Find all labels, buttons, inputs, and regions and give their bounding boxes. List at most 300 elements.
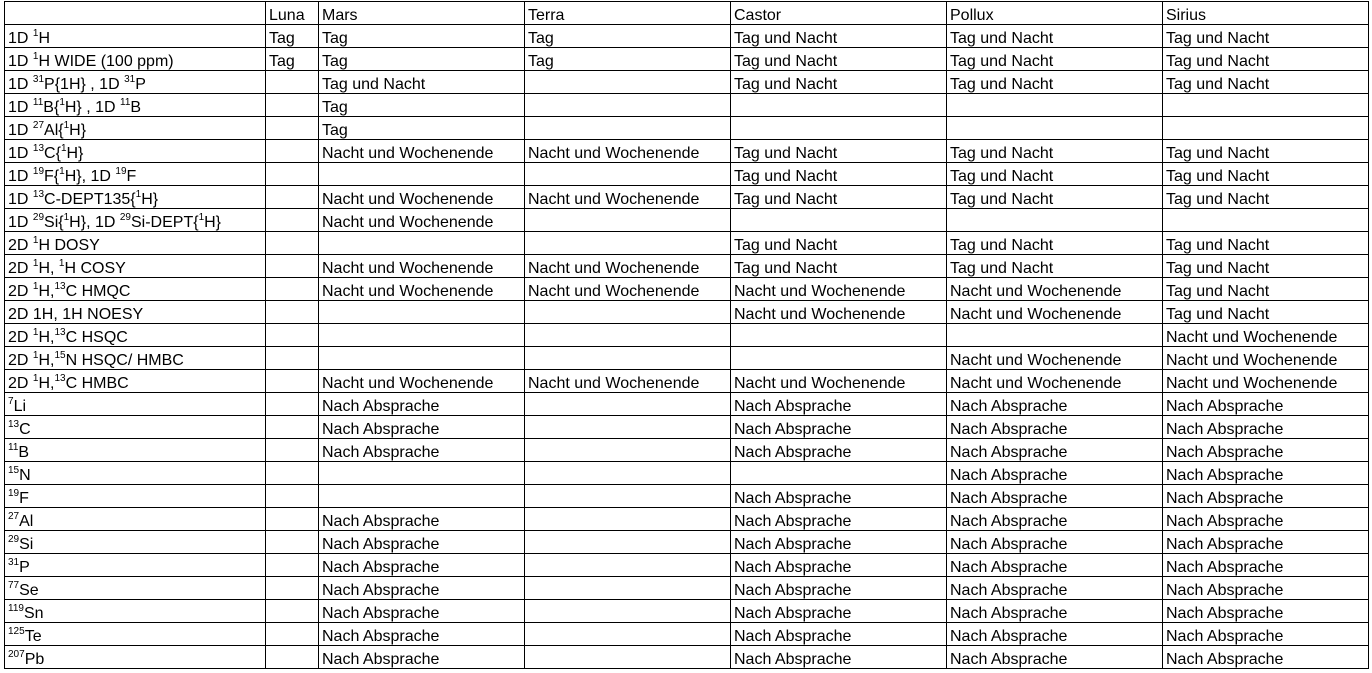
- schedule-cell-castor: Nacht und Wochenende: [731, 301, 947, 324]
- schedule-cell-luna: Tag: [266, 25, 319, 48]
- method-text: H: [38, 30, 51, 47]
- method-text: B{: [43, 99, 60, 116]
- schedule-cell-sirius: Tag und Nacht: [1163, 163, 1369, 186]
- schedule-cell-sirius: Nach Absprache: [1163, 600, 1369, 623]
- column-header-mars: Mars: [319, 2, 525, 25]
- method-text: Si{: [44, 214, 64, 231]
- isotope-superscript: 11: [120, 97, 131, 108]
- header-corner-cell: [5, 2, 266, 25]
- schedule-cell-pollux: Nach Absprache: [947, 646, 1163, 669]
- method-text: H WIDE (100 ppm): [38, 53, 174, 70]
- table-row: [5, 209, 1369, 232]
- method-text: 1D: [8, 214, 33, 231]
- schedule-cell-mars: Nach Absprache: [319, 439, 525, 462]
- isotope-superscript: 31: [32, 74, 45, 85]
- schedule-cell-mars: Nach Absprache: [319, 416, 525, 439]
- schedule-cell-luna: [266, 117, 319, 140]
- isotope-superscript: 13: [54, 327, 66, 338]
- schedule-cell-terra: [525, 623, 731, 646]
- isotope-superscript: 1: [59, 166, 65, 177]
- schedule-cell-mars: Nacht und Wochenende: [319, 209, 525, 232]
- isotope-superscript: 1: [32, 281, 39, 292]
- method-text: H}, 1D: [64, 168, 116, 185]
- table-row: [5, 554, 1369, 577]
- schedule-cell-pollux: Nacht und Wochenende: [947, 278, 1163, 301]
- schedule-cell-castor: [731, 347, 947, 370]
- method-cell: [5, 462, 266, 485]
- method-text: Sn: [23, 605, 44, 622]
- schedule-cell-terra: [525, 209, 731, 232]
- isotope-superscript: 1: [32, 350, 39, 361]
- method-text: Al{: [44, 122, 64, 139]
- table-row: [5, 94, 1369, 117]
- schedule-cell-pollux: Nacht und Wochenende: [947, 370, 1163, 393]
- schedule-cell-sirius: Nach Absprache: [1163, 416, 1369, 439]
- schedule-cell-mars: Tag: [319, 94, 525, 117]
- schedule-cell-pollux: Nach Absprache: [947, 623, 1163, 646]
- schedule-cell-sirius: Nach Absprache: [1163, 439, 1369, 462]
- method-cell: [5, 232, 266, 255]
- schedule-cell-castor: Tag und Nacht: [731, 232, 947, 255]
- schedule-cell-pollux: Nach Absprache: [947, 416, 1163, 439]
- method-cell: [5, 600, 266, 623]
- isotope-superscript: 13: [54, 373, 66, 384]
- method-text: 2D: [8, 260, 33, 277]
- isotope-superscript: 13: [32, 143, 45, 154]
- schedule-cell-terra: [525, 393, 731, 416]
- schedule-cell-castor: Nach Absprache: [731, 485, 947, 508]
- schedule-cell-sirius: Nach Absprache: [1163, 623, 1369, 646]
- schedule-cell-terra: [525, 646, 731, 669]
- schedule-cell-castor: Nach Absprache: [731, 554, 947, 577]
- schedule-cell-pollux: [947, 117, 1163, 140]
- schedule-cell-pollux: Nacht und Wochenende: [947, 301, 1163, 324]
- table-row: [5, 508, 1369, 531]
- schedule-cell-terra: Nacht und Wochenende: [525, 140, 731, 163]
- method-text: H} , 1D: [64, 99, 121, 116]
- schedule-cell-pollux: [947, 94, 1163, 117]
- column-header-sirius: Sirius: [1163, 2, 1369, 25]
- isotope-superscript: 27: [8, 511, 20, 522]
- method-text: Se: [19, 582, 39, 599]
- schedule-cell-luna: [266, 163, 319, 186]
- schedule-cell-terra: [525, 554, 731, 577]
- schedule-cell-pollux: Nach Absprache: [947, 439, 1163, 462]
- schedule-cell-pollux: Tag und Nacht: [947, 163, 1163, 186]
- schedule-cell-pollux: Tag und Nacht: [947, 48, 1163, 71]
- schedule-cell-luna: [266, 94, 319, 117]
- schedule-cell-sirius: Nacht und Wochenende: [1163, 370, 1369, 393]
- schedule-cell-sirius: Nach Absprache: [1163, 554, 1369, 577]
- isotope-superscript: 19: [32, 166, 45, 177]
- isotope-superscript: 1: [32, 373, 39, 384]
- schedule-cell-terra: [525, 301, 731, 324]
- method-text: 1D: [8, 168, 33, 185]
- isotope-superscript: 19: [115, 166, 127, 177]
- table-row: [5, 140, 1369, 163]
- schedule-cell-luna: [266, 554, 319, 577]
- schedule-cell-mars: Nach Absprache: [319, 531, 525, 554]
- schedule-cell-terra: Nacht und Wochenende: [525, 255, 731, 278]
- schedule-cell-luna: [266, 186, 319, 209]
- method-text: 1D: [8, 76, 33, 93]
- method-text: H}: [141, 191, 159, 208]
- method-text: P: [19, 559, 30, 576]
- isotope-superscript: 1: [32, 327, 39, 338]
- schedule-cell-castor: Tag und Nacht: [731, 48, 947, 71]
- table-row: [5, 439, 1369, 462]
- schedule-cell-pollux: Nach Absprache: [947, 508, 1163, 531]
- table-row: [5, 255, 1369, 278]
- method-cell: [5, 163, 266, 186]
- isotope-superscript: 29: [32, 212, 45, 223]
- schedule-cell-castor: [731, 462, 947, 485]
- method-cell: [5, 554, 266, 577]
- schedule-cell-castor: Nach Absprache: [731, 600, 947, 623]
- schedule-cell-pollux: Tag und Nacht: [947, 25, 1163, 48]
- schedule-cell-sirius: Nach Absprache: [1163, 485, 1369, 508]
- method-text: F: [126, 168, 137, 185]
- schedule-cell-castor: Nach Absprache: [731, 393, 947, 416]
- table-row: [5, 71, 1369, 94]
- method-cell: [5, 646, 266, 669]
- table-row: [5, 393, 1369, 416]
- schedule-cell-pollux: [947, 209, 1163, 232]
- method-text: H}: [66, 145, 84, 162]
- method-cell: [5, 71, 266, 94]
- schedule-cell-mars: Nach Absprache: [319, 600, 525, 623]
- schedule-cell-sirius: Nach Absprache: [1163, 462, 1369, 485]
- isotope-superscript: 1: [32, 258, 39, 269]
- schedule-cell-mars: Tag: [319, 25, 525, 48]
- schedule-cell-sirius: Nach Absprache: [1163, 577, 1369, 600]
- schedule-cell-pollux: Nach Absprache: [947, 600, 1163, 623]
- isotope-superscript: 1: [63, 212, 70, 223]
- schedule-cell-luna: [266, 255, 319, 278]
- isotope-superscript: 27: [32, 120, 45, 131]
- schedule-cell-terra: [525, 416, 731, 439]
- method-text: F: [19, 490, 29, 507]
- schedule-cell-luna: [266, 485, 319, 508]
- table-row: [5, 232, 1369, 255]
- schedule-cell-terra: [525, 163, 731, 186]
- table-row: [5, 577, 1369, 600]
- method-text: 1D: [8, 30, 33, 47]
- schedule-cell-luna: [266, 301, 319, 324]
- schedule-cell-terra: Nacht und Wochenende: [525, 186, 731, 209]
- schedule-cell-castor: Tag und Nacht: [731, 25, 947, 48]
- schedule-cell-terra: [525, 485, 731, 508]
- nmr-schedule-table: [4, 1, 1369, 669]
- method-text: Pb: [24, 651, 45, 668]
- schedule-cell-mars: Nach Absprache: [319, 646, 525, 669]
- isotope-superscript: 13: [32, 189, 45, 200]
- method-cell: [5, 531, 266, 554]
- method-text: Li: [13, 398, 27, 415]
- schedule-cell-castor: Tag und Nacht: [731, 140, 947, 163]
- method-text: 1D: [8, 191, 33, 208]
- schedule-cell-castor: Tag und Nacht: [731, 186, 947, 209]
- table-row: [5, 48, 1369, 71]
- schedule-cell-terra: [525, 117, 731, 140]
- schedule-cell-sirius: Nach Absprache: [1163, 508, 1369, 531]
- schedule-cell-pollux: Nach Absprache: [947, 462, 1163, 485]
- schedule-cell-sirius: Tag und Nacht: [1163, 25, 1369, 48]
- method-text: Al: [19, 513, 34, 530]
- isotope-superscript: 1: [58, 258, 65, 269]
- schedule-cell-mars: [319, 232, 525, 255]
- schedule-cell-luna: [266, 140, 319, 163]
- method-cell: [5, 209, 266, 232]
- schedule-cell-terra: [525, 531, 731, 554]
- method-cell: [5, 117, 266, 140]
- isotope-superscript: 11: [32, 97, 44, 108]
- method-cell: [5, 278, 266, 301]
- schedule-cell-terra: Tag: [525, 48, 731, 71]
- method-text: H,: [38, 329, 55, 346]
- schedule-cell-luna: [266, 209, 319, 232]
- schedule-cell-mars: Nacht und Wochenende: [319, 255, 525, 278]
- schedule-cell-terra: [525, 508, 731, 531]
- schedule-cell-mars: [319, 485, 525, 508]
- schedule-cell-mars: Nach Absprache: [319, 577, 525, 600]
- isotope-superscript: 31: [8, 557, 20, 568]
- schedule-cell-luna: [266, 278, 319, 301]
- schedule-cell-castor: Tag und Nacht: [731, 71, 947, 94]
- isotope-superscript: 15: [8, 465, 20, 476]
- schedule-cell-mars: Nach Absprache: [319, 508, 525, 531]
- schedule-cell-luna: [266, 531, 319, 554]
- method-cell: [5, 48, 266, 71]
- schedule-cell-mars: [319, 324, 525, 347]
- isotope-superscript: 11: [8, 442, 19, 453]
- method-text: H}: [69, 122, 87, 139]
- schedule-cell-castor: Nach Absprache: [731, 531, 947, 554]
- method-cell: [5, 508, 266, 531]
- table-row: [5, 324, 1369, 347]
- method-text: 2D: [8, 352, 33, 369]
- schedule-cell-terra: [525, 439, 731, 462]
- schedule-cell-luna: [266, 439, 319, 462]
- schedule-cell-castor: Nach Absprache: [731, 646, 947, 669]
- schedule-cell-terra: Nacht und Wochenende: [525, 370, 731, 393]
- isotope-superscript: 1: [59, 97, 65, 108]
- table-row: [5, 163, 1369, 186]
- schedule-cell-castor: Nacht und Wochenende: [731, 370, 947, 393]
- schedule-cell-terra: [525, 94, 731, 117]
- method-text: H,: [38, 375, 55, 392]
- method-cell: [5, 255, 266, 278]
- method-text: H,: [38, 352, 55, 369]
- schedule-cell-castor: Tag und Nacht: [731, 163, 947, 186]
- schedule-cell-mars: [319, 347, 525, 370]
- schedule-cell-luna: [266, 577, 319, 600]
- schedule-cell-mars: [319, 462, 525, 485]
- isotope-superscript: 1: [32, 51, 39, 62]
- isotope-superscript: 1: [63, 120, 70, 131]
- schedule-cell-mars: [319, 301, 525, 324]
- method-text: H DOSY: [38, 237, 100, 254]
- method-cell: [5, 393, 266, 416]
- isotope-superscript: 1: [32, 28, 39, 39]
- schedule-cell-castor: [731, 209, 947, 232]
- isotope-superscript: 1: [32, 235, 39, 246]
- column-header-luna: Luna: [266, 2, 319, 25]
- schedule-cell-pollux: Tag und Nacht: [947, 186, 1163, 209]
- isotope-superscript: 207: [8, 649, 25, 660]
- schedule-cell-luna: [266, 600, 319, 623]
- method-text: H,: [38, 283, 55, 300]
- schedule-cell-pollux: Nach Absprache: [947, 485, 1163, 508]
- schedule-cell-sirius: Tag und Nacht: [1163, 48, 1369, 71]
- schedule-cell-luna: [266, 71, 319, 94]
- schedule-cell-mars: Tag: [319, 117, 525, 140]
- method-text: C HMBC: [65, 375, 129, 392]
- schedule-cell-luna: [266, 416, 319, 439]
- method-text: H}: [204, 214, 222, 231]
- method-text: H}, 1D: [69, 214, 120, 231]
- schedule-cell-sirius: Nacht und Wochenende: [1163, 324, 1369, 347]
- column-header-terra: Terra: [525, 2, 731, 25]
- method-text: B: [130, 99, 142, 116]
- method-text: 1D: [8, 122, 33, 139]
- method-text: C-DEPT135{: [44, 191, 136, 208]
- method-cell: [5, 25, 266, 48]
- method-cell: [5, 347, 266, 370]
- method-text: 2D: [8, 237, 33, 254]
- schedule-cell-pollux: Tag und Nacht: [947, 255, 1163, 278]
- method-text: C HMQC: [65, 283, 131, 300]
- schedule-cell-mars: Tag und Nacht: [319, 71, 525, 94]
- method-text: N: [19, 467, 31, 484]
- method-text: Si-DEPT{: [130, 214, 199, 231]
- schedule-cell-pollux: Nacht und Wochenende: [947, 347, 1163, 370]
- method-cell: [5, 324, 266, 347]
- schedule-cell-luna: [266, 324, 319, 347]
- schedule-cell-pollux: Nach Absprache: [947, 531, 1163, 554]
- schedule-cell-sirius: Tag und Nacht: [1163, 140, 1369, 163]
- method-cell: [5, 623, 266, 646]
- isotope-superscript: 13: [8, 419, 20, 430]
- schedule-cell-terra: Nacht und Wochenende: [525, 278, 731, 301]
- table-row: [5, 347, 1369, 370]
- isotope-superscript: 125: [8, 626, 25, 637]
- isotope-superscript: 1: [198, 212, 205, 223]
- table-row: [5, 25, 1369, 48]
- schedule-cell-castor: [731, 94, 947, 117]
- method-text: C{: [44, 145, 61, 162]
- isotope-superscript: 15: [54, 350, 66, 361]
- isotope-superscript: 1: [60, 143, 67, 154]
- method-text: P{1H} , 1D: [44, 76, 125, 93]
- schedule-cell-castor: Tag und Nacht: [731, 255, 947, 278]
- table-row: [5, 370, 1369, 393]
- schedule-cell-sirius: Tag und Nacht: [1163, 301, 1369, 324]
- schedule-cell-luna: Tag: [266, 48, 319, 71]
- schedule-cell-mars: [319, 163, 525, 186]
- schedule-cell-terra: [525, 347, 731, 370]
- schedule-cell-luna: [266, 370, 319, 393]
- schedule-cell-pollux: Tag und Nacht: [947, 71, 1163, 94]
- method-cell: [5, 94, 266, 117]
- method-text: 1D: [8, 99, 33, 116]
- method-cell: [5, 485, 266, 508]
- table-row: [5, 462, 1369, 485]
- schedule-cell-sirius: Nacht und Wochenende: [1163, 347, 1369, 370]
- schedule-cell-castor: Nach Absprache: [731, 439, 947, 462]
- method-cell: [5, 416, 266, 439]
- schedule-cell-mars: Nacht und Wochenende: [319, 140, 525, 163]
- method-text: 1D: [8, 53, 33, 70]
- schedule-cell-castor: Nach Absprache: [731, 416, 947, 439]
- isotope-superscript: 29: [119, 212, 131, 223]
- method-text: H,: [38, 260, 59, 277]
- schedule-cell-terra: Tag: [525, 25, 731, 48]
- schedule-cell-sirius: [1163, 209, 1369, 232]
- schedule-cell-pollux: Tag und Nacht: [947, 232, 1163, 255]
- schedule-cell-mars: Tag: [319, 48, 525, 71]
- method-text: 2D 1H, 1H NOESY: [8, 306, 144, 323]
- header-row: [5, 2, 1369, 25]
- schedule-cell-sirius: [1163, 94, 1369, 117]
- schedule-cell-terra: [525, 600, 731, 623]
- method-cell: [5, 186, 266, 209]
- schedule-cell-pollux: Nach Absprache: [947, 393, 1163, 416]
- schedule-cell-luna: [266, 347, 319, 370]
- schedule-cell-luna: [266, 508, 319, 531]
- schedule-cell-castor: Nach Absprache: [731, 508, 947, 531]
- isotope-superscript: 29: [8, 534, 20, 545]
- column-header-castor: Castor: [731, 2, 947, 25]
- isotope-superscript: 19: [8, 488, 20, 499]
- isotope-superscript: 31: [124, 74, 136, 85]
- table-row: [5, 117, 1369, 140]
- column-header-pollux: Pollux: [947, 2, 1163, 25]
- isotope-superscript: 119: [8, 603, 24, 614]
- schedule-cell-sirius: Tag und Nacht: [1163, 278, 1369, 301]
- isotope-superscript: 7: [8, 396, 14, 407]
- schedule-cell-luna: [266, 623, 319, 646]
- schedule-cell-terra: [525, 71, 731, 94]
- table-row: [5, 600, 1369, 623]
- method-text: 2D: [8, 283, 33, 300]
- schedule-cell-sirius: Nach Absprache: [1163, 393, 1369, 416]
- method-cell: [5, 301, 266, 324]
- method-text: C: [19, 421, 31, 438]
- schedule-cell-castor: [731, 324, 947, 347]
- schedule-cell-pollux: Nach Absprache: [947, 577, 1163, 600]
- schedule-cell-mars: Nacht und Wochenende: [319, 278, 525, 301]
- method-text: H COSY: [64, 260, 126, 277]
- schedule-cell-sirius: [1163, 117, 1369, 140]
- method-text: 1D: [8, 145, 33, 162]
- table-row: [5, 278, 1369, 301]
- schedule-cell-luna: [266, 462, 319, 485]
- isotope-superscript: 13: [54, 281, 66, 292]
- schedule-cell-luna: [266, 232, 319, 255]
- method-text: C HSQC: [65, 329, 128, 346]
- schedule-cell-castor: Nach Absprache: [731, 623, 947, 646]
- schedule-cell-luna: [266, 393, 319, 416]
- schedule-cell-mars: Nacht und Wochenende: [319, 370, 525, 393]
- method-text: Si: [19, 536, 34, 553]
- schedule-cell-sirius: Nach Absprache: [1163, 531, 1369, 554]
- schedule-cell-mars: Nach Absprache: [319, 623, 525, 646]
- schedule-cell-terra: [525, 577, 731, 600]
- method-cell: [5, 370, 266, 393]
- table-row: [5, 485, 1369, 508]
- schedule-cell-sirius: Tag und Nacht: [1163, 232, 1369, 255]
